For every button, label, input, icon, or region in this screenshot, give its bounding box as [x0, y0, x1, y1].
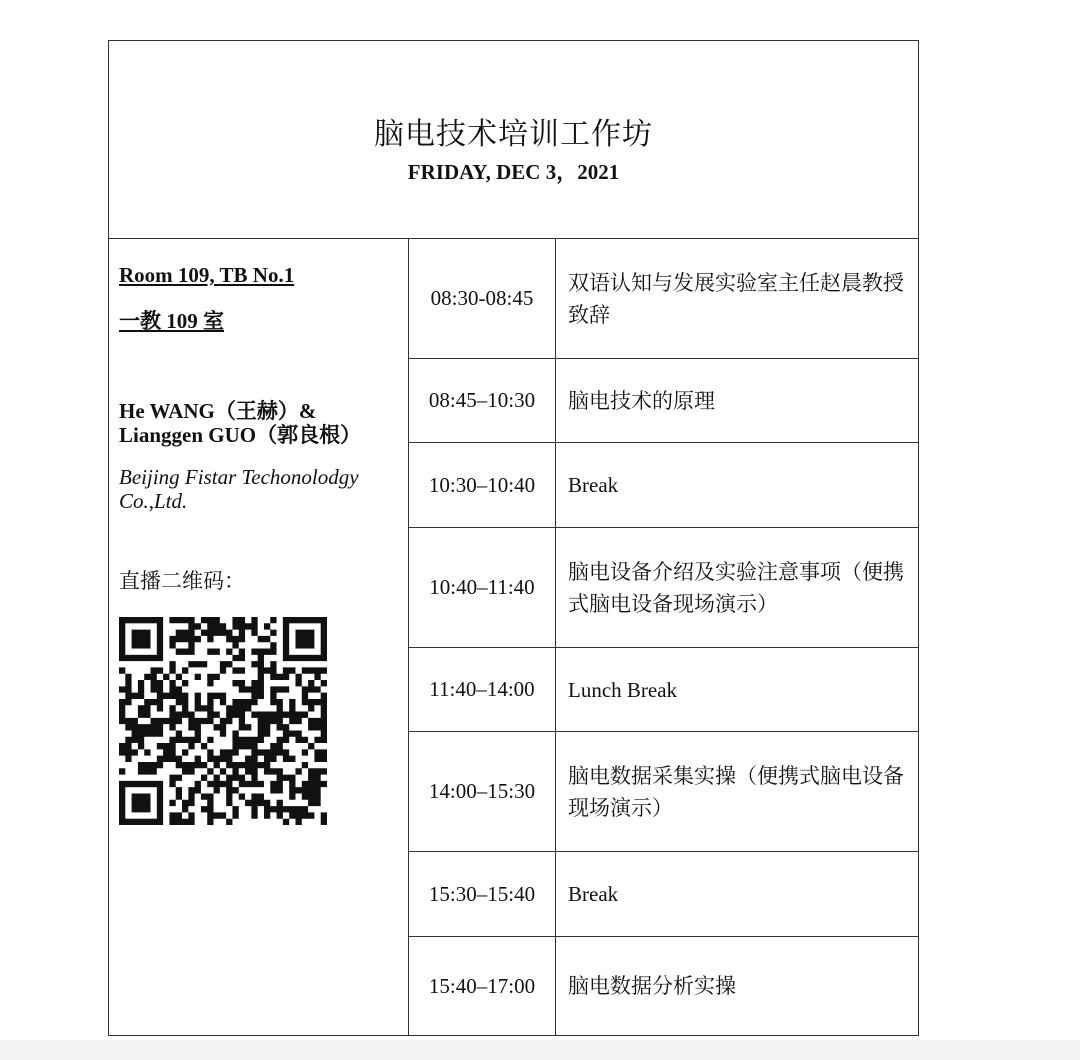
document-date: FRIDAY, DEC 3，2021 [407, 159, 620, 184]
session-description: Break [556, 443, 919, 528]
session-description: Break [556, 852, 919, 937]
time-slot: 08:30-08:45 [409, 239, 556, 359]
schedule-row [109, 239, 919, 359]
time-slot: 10:40–11:40 [409, 528, 556, 648]
qr-code-label: 直播二维码： [119, 569, 245, 593]
header-row [109, 41, 919, 239]
time-slot: 14:00–15:30 [409, 732, 556, 852]
venue-info-cell [109, 239, 409, 1036]
time-slot: 08:45–10:30 [409, 359, 556, 443]
time-slot: 15:40–17:00 [409, 937, 556, 1036]
room-english: Room 109, TB No.1 [119, 263, 295, 287]
session-description: 脑电数据分析实操 [556, 937, 919, 1036]
qr-code-image[interactable] [119, 617, 327, 825]
document-title: 脑电技术培训工作坊 [374, 117, 653, 151]
speaker-name: He WANG（王赫）& [119, 399, 317, 423]
session-description: 脑电数据采集实操（便携式脑电设备现场演示） [556, 732, 919, 852]
qr-finder-pattern [286, 620, 324, 658]
qr-finder-pattern [122, 620, 160, 658]
time-slot: 10:30–10:40 [409, 443, 556, 528]
qr-code-graphic [119, 617, 327, 825]
session-description: Lunch Break [556, 648, 919, 732]
session-description: 双语认知与发展实验室主任赵晨教授致辞 [556, 239, 919, 359]
page-bottom-edge [0, 1040, 1080, 1060]
time-slot: 11:40–14:00 [409, 648, 556, 732]
session-description: 脑电技术的原理 [556, 359, 919, 443]
header-cell [109, 41, 919, 239]
workshop-schedule-table [108, 40, 919, 1036]
qr-finder-pattern [122, 784, 160, 822]
company-name: Beijing Fistar Techonolodgy Co.,Ltd. [119, 465, 359, 513]
speaker-name: Lianggen GUO（郭良根） [119, 423, 362, 447]
session-description: 脑电设备介绍及实验注意事项（便携式脑电设备现场演示） [556, 528, 919, 648]
room-chinese: 一教 109 室 [119, 309, 224, 333]
time-slot: 15:30–15:40 [409, 852, 556, 937]
speakers [119, 399, 398, 447]
